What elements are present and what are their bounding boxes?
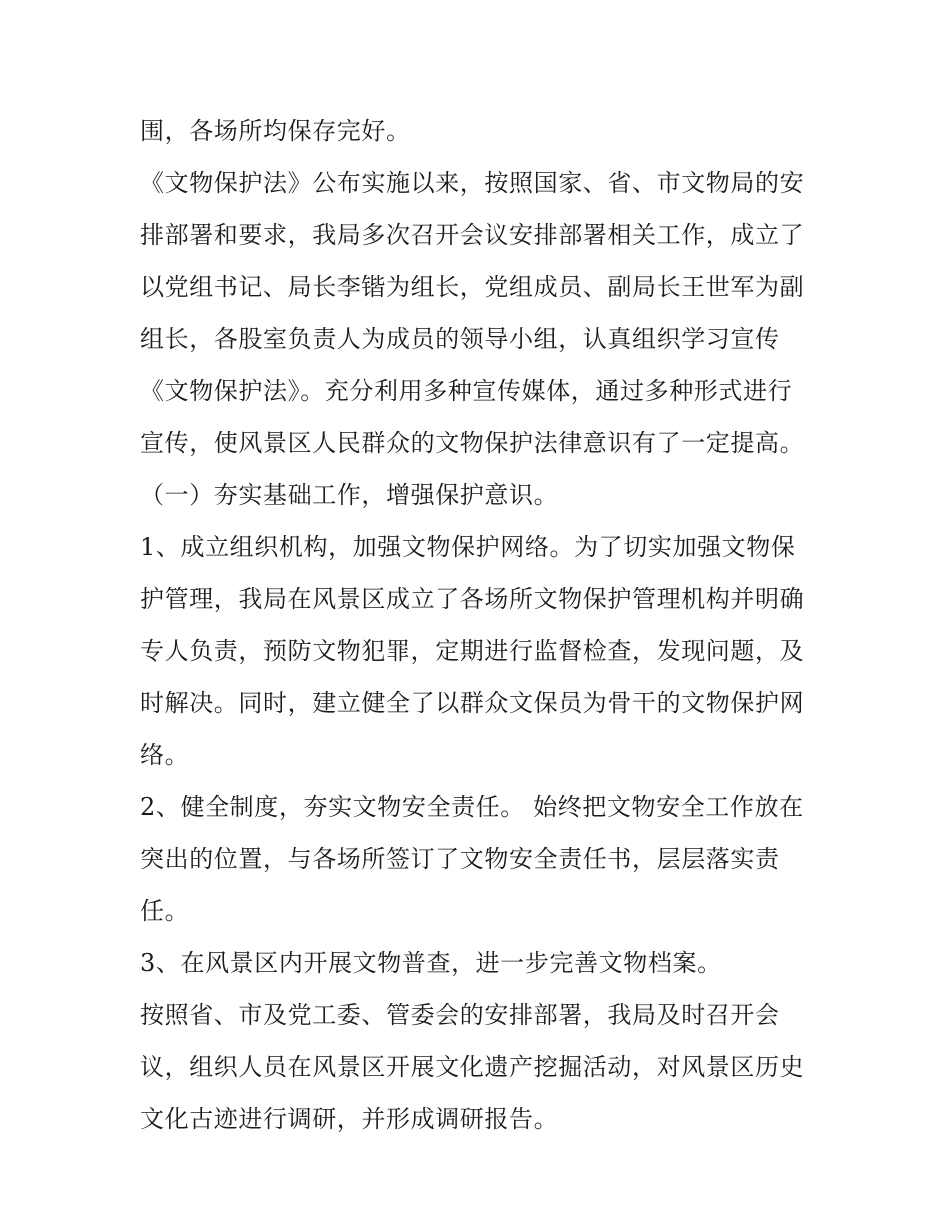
text-line: 《文物保护法》。充分利用多种宣传媒体，通过多种形式进行 <box>140 377 793 405</box>
text-line: 1、成立组织机构，加强文物保护网络。为了切实加强文物保 <box>140 533 796 561</box>
text-line: 护管理，我局在风景区成立了各场所文物保护管理机构并明确 <box>140 585 805 613</box>
text-line: 按照省、市及党工委、管委会的安排部署，我局及时召开会 <box>140 1001 780 1029</box>
text-line: 《文物保护法》公布实施以来，按照国家、省、市文物局的安 <box>140 169 805 197</box>
document-body <box>140 105 820 1145</box>
text-line: 突出的位置，与各场所签订了文物安全责任书，层层落实责 <box>140 845 780 873</box>
text-line: 议，组织人员在风景区开展文化遗产挖掘活动，对风景区历史 <box>140 1053 805 1081</box>
text-line: 任。 <box>140 897 190 925</box>
text-line: 组长，各股室负责人为成员的领导小组，认真组织学习宣传 <box>140 325 780 353</box>
text-line: 文化古迹进行调研，并形成调研报告。 <box>140 1105 559 1133</box>
section-heading: （一）夯实基础工作，增强保护意识。 <box>140 481 559 509</box>
text-line: 2、健全制度，夯实文物安全责任。 始终把文物安全工作放在 <box>140 793 804 821</box>
text-line: 以党组书记、局长李锴为组长，党组成员、副局长王世军为副 <box>140 273 805 301</box>
text-line: 专人负责，预防文物犯罪，定期进行监督检查，发现问题，及 <box>140 637 805 665</box>
text-line: 围，各场所均保存完好。 <box>140 117 411 145</box>
text-line: 3、在风景区内开展文物普查，进一步完善文物档案。 <box>140 949 722 977</box>
text-line: 排部署和要求，我局多次召开会议安排部署相关工作，成立了 <box>140 221 805 249</box>
text-line: 宣传，使风景区人民群众的文物保护法律意识有了一定提高。 <box>140 429 805 457</box>
text-line: 时解决。同时，建立健全了以群众文保员为骨干的文物保护网 <box>140 689 805 717</box>
text-line: 络。 <box>140 741 190 769</box>
